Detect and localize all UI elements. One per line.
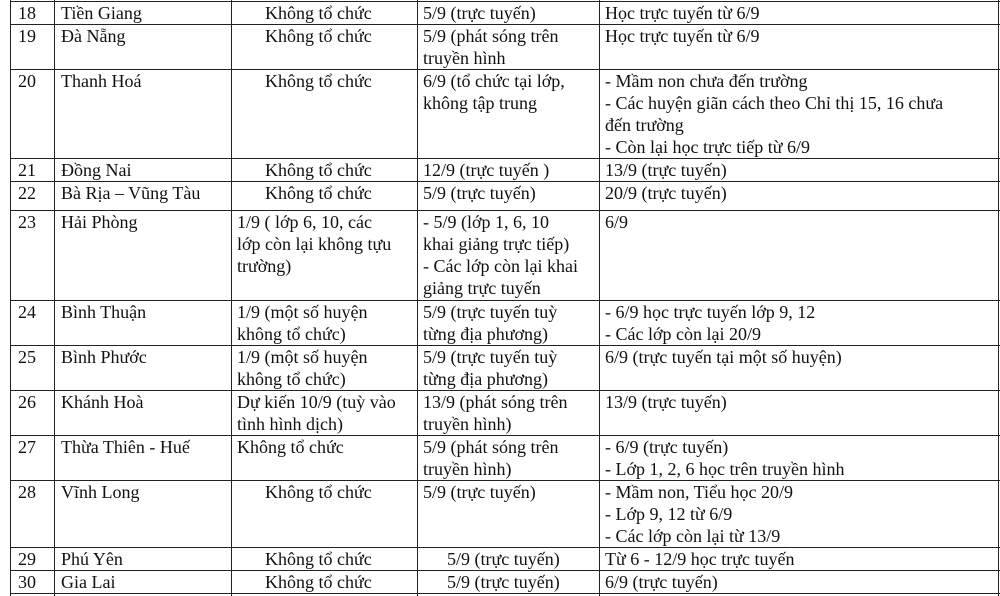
- opening-ceremony-cell: không tổ chức): [237, 369, 346, 389]
- column-border: [599, 0, 600, 596]
- learning-mode-cell: đến trường: [605, 115, 684, 135]
- school-start-cell: 5/9 (phát sóng trên: [423, 437, 559, 457]
- column-border: [417, 0, 418, 596]
- column-border: [231, 0, 232, 596]
- opening-ceremony-cell: lớp còn lại không tựu: [237, 234, 392, 254]
- school-start-cell: 5/9 (trực tuyến tuỳ: [423, 347, 558, 367]
- learning-mode-cell: Học trực tuyến từ 6/9: [605, 26, 760, 46]
- row-number: 26: [18, 392, 36, 412]
- row-number: 28: [18, 482, 36, 502]
- learning-mode-cell: - Còn lại học trực tiếp từ 6/9: [605, 137, 810, 157]
- province-name: Tiền Giang: [61, 3, 142, 23]
- opening-ceremony-cell: Không tổ chức: [265, 71, 372, 91]
- learning-mode-cell: - Các huyện giãn cách theo Chỉ thị 15, 16 chưa: [605, 93, 944, 113]
- province-name: Khánh Hoà: [61, 392, 144, 412]
- school-start-cell: - 5/9 (lớp 1, 6, 10: [423, 212, 550, 232]
- school-start-cell: 6/9 (tổ chức tại lớp,: [423, 71, 565, 91]
- province-name: Đà Nẵng: [61, 26, 126, 46]
- school-start-cell: từng địa phương): [423, 324, 549, 344]
- school-start-cell: từng địa phương): [423, 369, 549, 389]
- column-border: [54, 0, 55, 596]
- opening-ceremony-cell: Dự kiến 10/9 (tuỳ vào: [237, 392, 396, 412]
- province-name: Hải Phòng: [61, 212, 138, 232]
- learning-mode-cell: 13/9 (trực tuyến): [605, 392, 727, 412]
- opening-ceremony-cell: Không tổ chức: [265, 26, 372, 46]
- province-name: Gia Lai: [61, 572, 116, 592]
- school-start-cell: 5/9 (trực tuyến): [447, 549, 560, 569]
- opening-ceremony-cell: Không tổ chức: [265, 482, 372, 502]
- row-number: 18: [18, 3, 36, 23]
- column-border: [998, 0, 999, 596]
- opening-ceremony-cell: Không tổ chức: [265, 183, 372, 203]
- learning-mode-cell: - Mầm non chưa đến trường: [605, 71, 808, 91]
- learning-mode-cell: 6/9: [605, 212, 629, 232]
- school-start-cell: 5/9 (phát sóng trên: [423, 26, 559, 46]
- school-start-cell: 12/9 (trực tuyến ): [423, 160, 550, 180]
- school-start-cell: không tập trung: [423, 93, 537, 113]
- row-number: 23: [18, 212, 36, 232]
- row-number: 22: [18, 183, 36, 203]
- school-start-cell: 5/9 (trực tuyến): [423, 482, 536, 502]
- opening-ceremony-cell: Không tổ chức: [265, 3, 372, 23]
- learning-mode-cell: - Mầm non, Tiểu học 20/9: [605, 482, 794, 502]
- row-border: [10, 593, 1000, 594]
- opening-ceremony-cell: Không tổ chức: [237, 437, 344, 457]
- province-name: Thanh Hoá: [61, 71, 142, 91]
- learning-mode-cell: Học trực tuyến từ 6/9: [605, 3, 760, 23]
- school-start-cell: - Các lớp còn lại khai: [423, 256, 578, 276]
- learning-mode-cell: - Lớp 1, 2, 6 học trên truyền hình: [605, 459, 845, 479]
- school-start-cell: 5/9 (trực tuyến): [423, 183, 536, 203]
- province-name: Vĩnh Long: [61, 482, 140, 502]
- row-number: 29: [18, 549, 36, 569]
- row-number: 25: [18, 347, 36, 367]
- opening-ceremony-cell: tình hình dịch): [237, 414, 343, 434]
- column-border: [10, 0, 11, 596]
- school-start-cell: truyền hình): [423, 414, 512, 434]
- opening-ceremony-cell: 1/9 (một số huyện: [237, 302, 368, 322]
- province-name: Thừa Thiên - Huế: [61, 437, 190, 457]
- learning-mode-cell: 13/9 (trực tuyến): [605, 160, 727, 180]
- learning-mode-cell: 6/9 (trực tuyến): [605, 572, 718, 592]
- learning-mode-cell: - Các lớp còn lại 20/9: [605, 324, 761, 344]
- opening-ceremony-cell: 1/9 (một số huyện: [237, 347, 368, 367]
- learning-mode-cell: - Lớp 9, 12 từ 6/9: [605, 504, 733, 524]
- row-number: 21: [18, 160, 36, 180]
- learning-mode-cell: - 6/9 học trực tuyến lớp 9, 12: [605, 302, 816, 322]
- school-start-cell: 5/9 (trực tuyến tuỳ: [423, 302, 558, 322]
- school-start-cell: khai giảng trực tiếp): [423, 234, 570, 254]
- learning-mode-cell: - 6/9 (trực tuyến): [605, 437, 729, 457]
- row-number: 20: [18, 71, 36, 91]
- row-number: 19: [18, 26, 36, 46]
- opening-ceremony-cell: Không tổ chức: [265, 160, 372, 180]
- province-name: Bình Thuận: [61, 302, 147, 322]
- learning-mode-cell: 20/9 (trực tuyến): [605, 183, 727, 203]
- school-start-cell: truyền hình): [423, 459, 512, 479]
- province-name: Bình Phước: [61, 347, 147, 367]
- opening-ceremony-cell: trường): [237, 256, 292, 276]
- school-start-cell: 5/9 (trực tuyến): [447, 572, 560, 592]
- province-name: Đồng Nai: [61, 160, 132, 180]
- school-start-cell: 13/9 (phát sóng trên: [423, 392, 568, 412]
- opening-ceremony-cell: 1/9 ( lớp 6, 10, các: [237, 212, 372, 232]
- row-number: 24: [18, 302, 36, 322]
- opening-ceremony-cell: Không tổ chức: [265, 549, 372, 569]
- school-start-cell: 5/9 (trực tuyến): [423, 3, 536, 23]
- school-start-cell: giảng trực tuyến: [423, 278, 541, 298]
- opening-ceremony-cell: Không tổ chức: [265, 572, 372, 592]
- province-name: Phú Yên: [61, 549, 123, 569]
- row-number: 27: [18, 437, 36, 457]
- province-name: Bà Rịa – Vũng Tàu: [61, 183, 201, 203]
- learning-mode-cell: 6/9 (trực tuyến tại một số huyện): [605, 347, 842, 367]
- row-number: 30: [18, 572, 36, 592]
- learning-mode-cell: Từ 6 - 12/9 học trực tuyến: [605, 549, 795, 569]
- school-start-cell: truyền hình: [423, 48, 506, 68]
- opening-ceremony-cell: không tổ chức): [237, 324, 346, 344]
- learning-mode-cell: - Các lớp còn lại từ 13/9: [605, 526, 781, 546]
